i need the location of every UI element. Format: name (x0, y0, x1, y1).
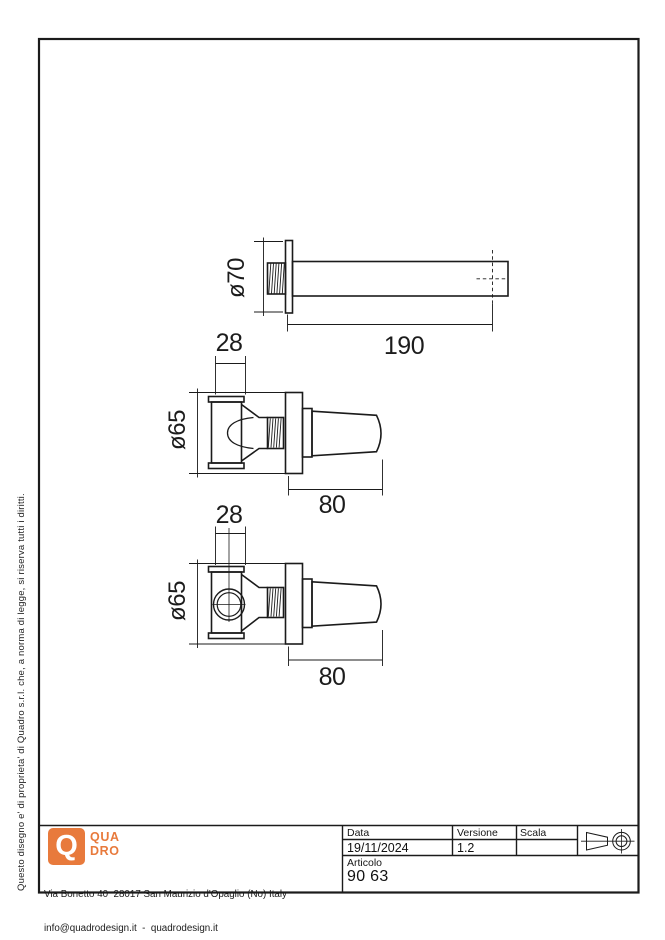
valve-side-body (212, 402, 242, 463)
sheet-border (39, 39, 639, 893)
valve-side-bottom-cap (209, 463, 245, 469)
valve-front-depth-label: 80 (318, 663, 346, 691)
valve-side-handle (312, 411, 381, 456)
logo-word-bottom: DRO (90, 843, 120, 858)
valve-side-handle-base (303, 409, 313, 458)
spout-flange (286, 241, 293, 314)
spout-tube (293, 262, 509, 297)
valve-side-branch (242, 405, 268, 462)
valve-side-top-cap (209, 397, 245, 403)
contacts-line: info@quadrodesign.it - quadrodesign.it (44, 923, 218, 935)
versione-label: Versione (457, 827, 498, 839)
valve-front-thread-hatch (268, 589, 281, 617)
spout-thread-hatch (269, 264, 285, 294)
copyright-note: Questo disegno e' di proprieta' di Quadro s.r.l. che, a norma di legge, si riserva tutti i diritti. (16, 493, 27, 891)
valve-side-thread-hatch (268, 419, 281, 448)
valve-front-drawing (189, 527, 383, 667)
valve-side-drawing (189, 356, 383, 496)
versione-value: 1.2 (457, 841, 475, 855)
quadro-logo-icon (48, 828, 85, 865)
valve-side-cone-profile (228, 418, 254, 449)
data-label: Data (347, 827, 370, 839)
spout-drawing (254, 238, 508, 332)
valve-side-depth-label: 80 (318, 491, 346, 519)
valve-front-width-label: 28 (215, 501, 243, 529)
valve-front-flange (286, 564, 303, 645)
valve-front-body (212, 572, 242, 633)
spout-length-label: 190 (383, 332, 425, 360)
valve-front-diameter-label: ø65 (164, 581, 191, 621)
valve-front-bottom-cap (209, 633, 245, 639)
valve-front-handle-base (303, 579, 313, 628)
scala-label: Scala (520, 827, 547, 839)
address-line: Via Bonetto 40 28017 San Maurizio d'Opaglio (No) Italy (44, 888, 287, 900)
logo-word-top: QUA (90, 830, 120, 844)
valve-side-width-label: 28 (215, 329, 243, 357)
company-address (44, 866, 287, 940)
articolo-label: Articolo (347, 857, 383, 869)
logo-monogram: Q (55, 830, 78, 862)
valve-front-handle (312, 582, 381, 626)
articolo-value: 90 63 (347, 868, 389, 885)
spout-diameter-label: ø70 (223, 258, 250, 298)
valve-side-diameter-label: ø65 (164, 410, 191, 450)
data-value: 19/11/2024 (347, 841, 409, 855)
valve-front-branch (242, 575, 268, 632)
valve-side-flange (286, 393, 303, 474)
logo-wordmark (90, 831, 120, 858)
valve-front-top-cap (209, 567, 245, 573)
first-angle-projection-icon (581, 829, 635, 854)
spout-dimension-lines (254, 238, 493, 332)
